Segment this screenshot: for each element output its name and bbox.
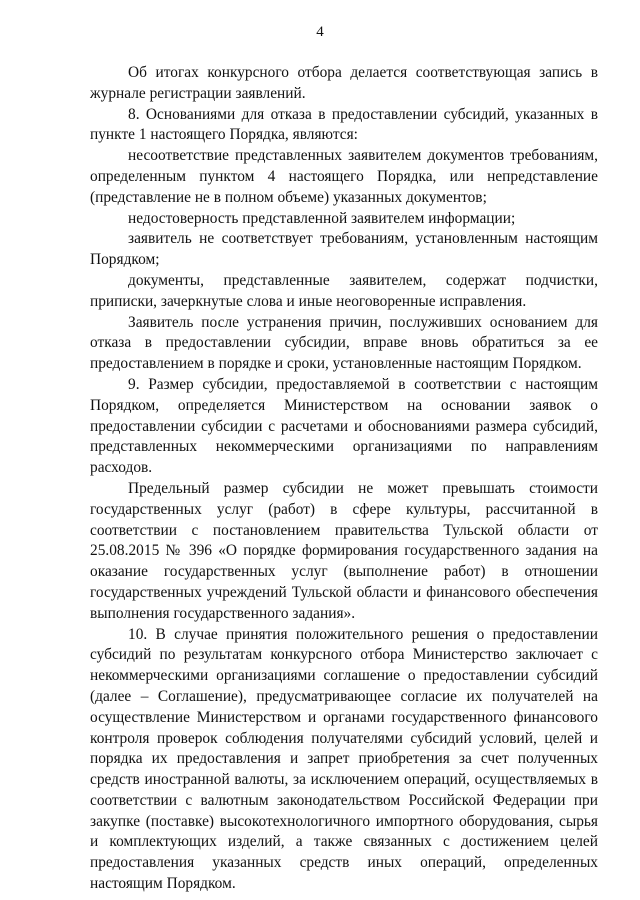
paragraph-refusal-corrections: документы, представленные заявителем, содержат подчистки, приписки, зачеркнутые слова и иные неоговоренные исправления.	[90, 271, 598, 310]
paragraph-reapplication: Заявитель после устранения причин, послуживших основанием для отказа в предоставлении субсидии, вправе вновь обратиться за ее предоставлением в порядке и сроки, установленные настоящим Порядком.	[90, 313, 598, 373]
paragraph-agreement: 10. В случае принятия положительного решения о предоставлении субсидий по результатам конкурсного отбора Министерство заключает с некоммерческими организациями соглашение о предоставлении субсидий (далее – Соглашение), предусматривающее согласие их получателей на осуществление Министерством и органами государственного финансового контроля проверок соблюдения получателями субсидий условий, целей и порядка их предоставления и запрет приобретения за счет полученных средств иностранной валюты, за исключением операций, осуществляемых в соответствии с валютным законодательством Российской Федерации при закупке (поставке) высокотехнологичного импортного оборудования, сырья и комплектующих изделий, а также связанных с достижением целей предоставления указанных средств иных операций, определенных настоящим Порядком.	[90, 625, 598, 893]
paragraph-registration-record: Об итогах конкурсного отбора делается соответствующая запись в журнале регистрации заявлений.	[90, 64, 598, 102]
paragraph-refusal-inaccuracy: недостоверность представленной заявителем информации;	[128, 209, 516, 227]
paragraph-subsidy-amount: 9. Размер субсидии, предоставляемой в соответствии с настоящим Порядком, определяется Министерством на основании заявок о предоставлении субсидии с расчетами и обоснованиями размера субсидий, представленных некоммерческими организациями по направлениям расходов.	[90, 375, 598, 477]
paragraph-refusal-requirements: заявитель не соответствует требованиям, установленным настоящим Порядком;	[90, 230, 598, 269]
paragraph-refusal-grounds: 8. Основаниями для отказа в предоставлении субсидий, указанных в пункте 1 настоящего Порядка, являются:	[90, 105, 598, 144]
paragraph-refusal-noncompliance: несоответствие представленных заявителем документов требованиям, определенным пунктом 4 настоящего Порядка, или непредставление (представление не в полном объеме) указанных документов;	[90, 147, 598, 206]
page-number: 4	[316, 24, 324, 40]
paragraph-subsidy-limit: Предельный размер субсидии не может превышать стоимости государственных услуг (работ) в сфере культуры, рассчитанной в соответствии с постановлением правительства Тульской области от 25.08.2015 № 396 «О порядке формирования государственного задания на оказание государственных услуг (выполнение работ) в отношении государственных учреждений Тульской области и финансового обеспечения выполнения государственного задания».	[90, 479, 598, 622]
document-body	[90, 63, 598, 895]
